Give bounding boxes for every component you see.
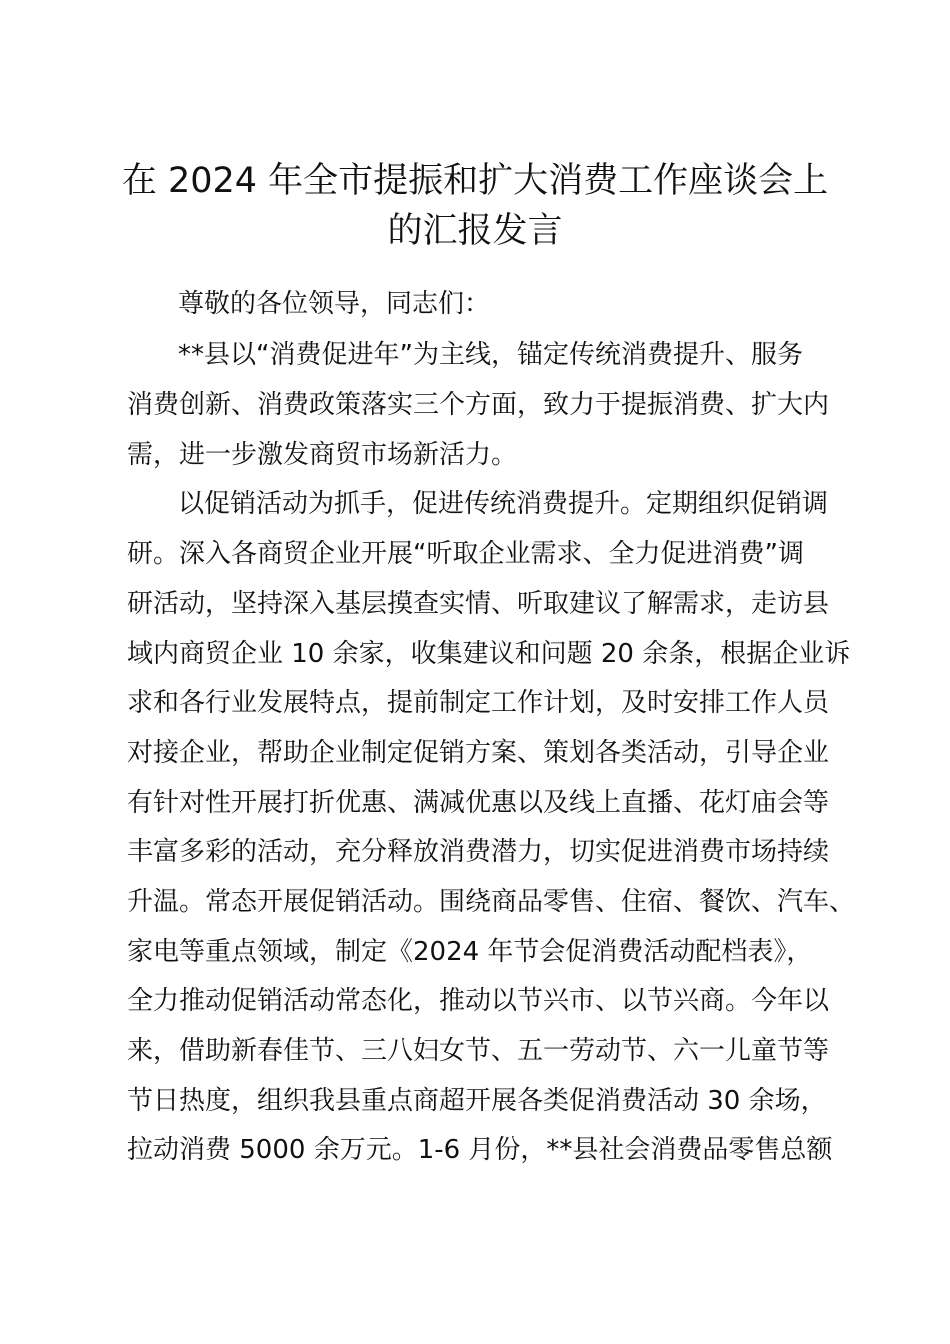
paragraph-line: 有针对性开展打折优惠、满减优惠以及线上直播、花灯庙会等	[127, 788, 830, 818]
paragraph-line: 拉动消费 5000 余万元。1-6 月份，**县社会消费品零售总额	[127, 1135, 833, 1165]
paragraph-line: 需，进一步激发商贸市场新活力。	[127, 440, 518, 470]
paragraph-line: 研。深入各商贸企业开展“听取企业需求、全力促进消费”调	[127, 539, 804, 569]
title-line-2: 的汇报发言	[387, 211, 563, 251]
paragraph-line: 升温。常态开展促销活动。围绕商品零售、住宿、餐饮、汽车、	[127, 887, 856, 917]
paragraph-line: 全力推动促销活动常态化，推动以节兴市、以节兴商。今年以	[127, 986, 830, 1016]
paragraph-line: 域内商贸企业 10 余家，收集建议和问题 20 余条，根据企业诉	[127, 639, 851, 669]
paragraph-line: 节日热度，组织我县重点商超开展各类促消费活动 30 余场，	[127, 1086, 827, 1116]
paragraph-line: 家电等重点领域，制定《2024 年节会促消费活动配档表》，	[127, 937, 813, 967]
paragraph-line: 消费创新、消费政策落实三个方面，致力于提振消费、扩大内	[127, 390, 830, 420]
paragraph-line: 以促销活动为抓手，促进传统消费提升。定期组织促销调	[178, 489, 829, 519]
paragraph-line: 研活动，坚持深入基层摸查实情、听取建议了解需求，走访县	[127, 589, 830, 619]
salutation: 尊敬的各位领导，同志们：	[178, 289, 491, 319]
document-title	[100, 156, 850, 256]
paragraph-line: **县以“消费促进年”为主线，锚定传统消费提升、服务	[178, 340, 803, 370]
paragraph-line: 对接企业，帮助企业制定促销方案、策划各类活动，引导企业	[127, 738, 830, 768]
title-line-1: 在 2024 年全市提振和扩大消费工作座谈会上	[121, 161, 829, 201]
paragraph-line: 求和各行业发展特点，提前制定工作计划，及时安排工作人员	[127, 688, 830, 718]
paragraph-line: 来，借助新春佳节、三八妇女节、五一劳动节、六一儿童节等	[127, 1036, 830, 1066]
paragraph-line: 丰富多彩的活动，充分释放消费潜力，切实促进消费市场持续	[127, 837, 830, 867]
